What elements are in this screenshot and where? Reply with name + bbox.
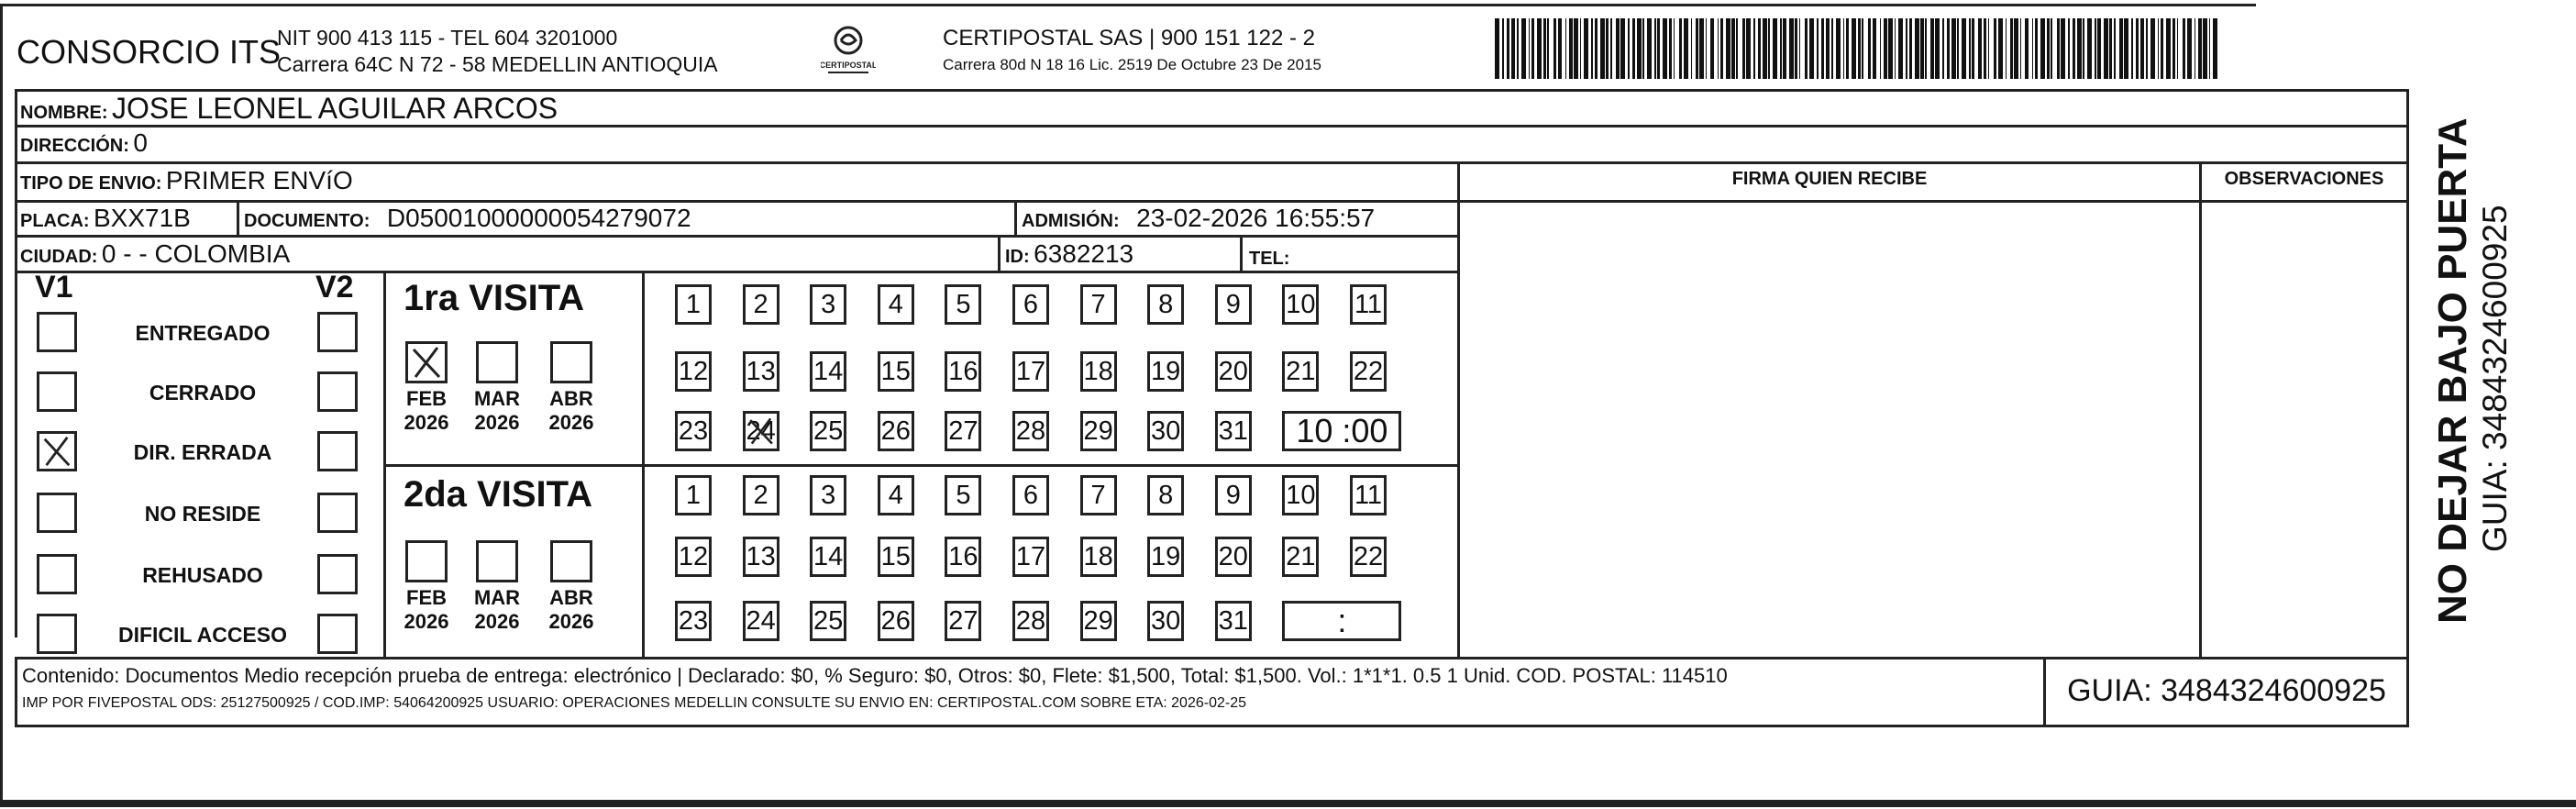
day-box[interactable] (1147, 351, 1184, 392)
day-number: 24 (746, 416, 776, 446)
svg-text:CERTIPOSTAL: CERTIPOSTAL (821, 61, 876, 70)
day-number: 20 (1218, 357, 1248, 386)
day-number: 16 (948, 542, 978, 571)
day-number: 19 (1151, 357, 1181, 386)
day-number: 9 (1225, 481, 1241, 510)
company-address: Carrera 64C N 72 - 58 MEDELLIN ANTIOQUIA (277, 52, 718, 76)
placa-value: BXX71B (94, 204, 191, 232)
day-number: 28 (1015, 416, 1046, 446)
day-box[interactable] (878, 601, 914, 641)
day-number: 21 (1286, 542, 1316, 571)
day-box[interactable] (810, 284, 846, 325)
day-number: 18 (1083, 357, 1113, 386)
day-box[interactable] (945, 351, 981, 392)
day-number: 3 (821, 290, 836, 319)
day-number: 6 (1023, 290, 1039, 319)
day-number: 30 (1151, 606, 1181, 636)
footer-top-line (15, 657, 2409, 659)
firma-left-line (1457, 161, 1460, 659)
firma-header: FIRMA QUIEN RECIBE (1731, 169, 1928, 189)
day-number: 29 (1083, 416, 1113, 446)
day-number: 12 (678, 357, 709, 386)
obs-left-line (2199, 161, 2202, 659)
tipo-envio-value: PRIMER ENVíO (165, 166, 353, 194)
side-guia: GUIA: 3484324600925 (2476, 205, 2514, 552)
day-box[interactable] (1012, 351, 1049, 392)
day-number: 26 (880, 606, 911, 636)
documento-row (244, 204, 691, 233)
day-number: 23 (678, 416, 709, 446)
day-box[interactable] (1215, 601, 1252, 641)
month-checkbox[interactable] (550, 540, 592, 582)
day-number: 4 (888, 481, 903, 510)
day-box[interactable] (675, 475, 712, 515)
day-box[interactable] (1147, 284, 1184, 325)
day-number: 22 (1353, 357, 1384, 386)
status-option-label: DIFICIL ACCESO (117, 623, 287, 647)
day-box[interactable] (878, 284, 914, 325)
contenido-text: Contenido: Documentos Medio recepción prueba de entrega: electrónico | Declarado: $0, % Seguro: $0, Otros: $0, Flete: $1,500, Total: $1,500. Vol.: 1*1*1. 0.5 1 Unid. COD. POSTAL: 114510 (22, 664, 1728, 687)
day-box[interactable] (1350, 351, 1387, 392)
left-edge-line (0, 4, 3, 802)
month-checkbox[interactable] (476, 341, 518, 383)
day-box[interactable] (1147, 475, 1184, 515)
day-box[interactable] (1147, 601, 1184, 641)
v2-checkbox[interactable] (317, 614, 358, 654)
day-number: 10 (1286, 290, 1316, 319)
footer-guia-divider (2043, 657, 2046, 726)
day-box[interactable] (743, 537, 779, 577)
day-number: 17 (1015, 542, 1046, 571)
day-box[interactable] (743, 601, 779, 641)
month-year: 2026 (548, 610, 594, 633)
company-nit: NIT 900 413 115 - TEL 604 3201000 (277, 26, 618, 50)
day-number: 10 (1286, 481, 1316, 510)
day-box[interactable] (810, 411, 846, 451)
day-number: 22 (1353, 542, 1384, 571)
day-box[interactable] (1215, 411, 1252, 451)
day-box[interactable] (945, 537, 981, 577)
status-option-label: REHUSADO (142, 563, 263, 587)
v1-checkbox[interactable] (37, 312, 77, 352)
status-option-label: NO RESIDE (144, 502, 261, 526)
v1-checkbox[interactable] (37, 554, 77, 594)
day-box[interactable] (810, 601, 846, 641)
v1-checkbox[interactable] (37, 493, 77, 533)
day-box[interactable] (945, 475, 981, 515)
company-name: CONSORCIO ITS (17, 33, 282, 71)
tipo-envio-row (20, 166, 353, 195)
day-number: 14 (813, 357, 844, 386)
day-box[interactable] (878, 351, 914, 392)
id-divider (998, 235, 1001, 272)
day-number: 31 (1218, 606, 1248, 636)
v1-checkbox[interactable] (37, 431, 77, 471)
admision-row (1022, 204, 1375, 233)
day-number: 27 (948, 606, 978, 636)
day-box[interactable] (1080, 601, 1117, 641)
imp-text: IMP POR FIVEPOSTAL ODS: 25127500925 / COD.IMP: 54064200925 USUARIO: OPERACIONES MEDELLIN CONSULTE SU ENVIO EN: CERTIPOSTAL.COM SOBRE ETA: 2026-02-25 (22, 695, 1246, 711)
visit-separator-line (383, 464, 1460, 467)
ciudad-label: CIUDAD: (20, 247, 98, 267)
direccion-value: 0 (133, 128, 148, 157)
day-number: 27 (948, 416, 978, 446)
day-number: 16 (948, 357, 978, 386)
day-number: 7 (1090, 290, 1106, 319)
tel-label: TEL: (1249, 249, 1290, 269)
day-box[interactable] (1350, 284, 1387, 325)
day-box[interactable] (878, 411, 914, 451)
day-number: 21 (1286, 357, 1316, 386)
status-option-label: DIR. ERRADA (133, 440, 272, 464)
documento-value: D05001000000054279072 (386, 204, 691, 232)
day-number: 6 (1023, 481, 1039, 510)
day-number: 17 (1015, 357, 1046, 386)
courier-address: Carrera 80d N 18 16 Lic. 2519 De Octubre 23 De 2015 (943, 56, 1321, 73)
ciudad-row (20, 239, 290, 269)
id-value: 6382213 (1034, 239, 1134, 268)
direccion-row (20, 128, 148, 158)
day-box[interactable] (945, 411, 981, 451)
day-box[interactable] (675, 284, 712, 325)
day-box[interactable] (1350, 537, 1387, 577)
day-number: 28 (1015, 606, 1046, 636)
day-number: 24 (746, 606, 776, 636)
day-box[interactable] (1012, 537, 1049, 577)
month-name: MAR (473, 586, 521, 609)
day-box[interactable] (1147, 411, 1184, 451)
footer-guia: GUIA: 3484324600925 (2067, 673, 2386, 708)
month-name: ABR (549, 586, 593, 609)
day-box[interactable] (1282, 351, 1319, 392)
day-number: 19 (1151, 542, 1181, 571)
day-box[interactable] (1012, 601, 1049, 641)
day-box[interactable] (810, 475, 846, 515)
day-number: 2 (753, 290, 768, 319)
day-number: 11 (1354, 290, 1383, 319)
v2-checkbox[interactable] (317, 431, 358, 471)
day-box[interactable] (743, 284, 779, 325)
day-number: 8 (1158, 290, 1174, 319)
day-number: 30 (1151, 416, 1181, 446)
month-year: 2026 (474, 610, 520, 633)
v1-checkbox[interactable] (37, 371, 77, 412)
day-number: 25 (813, 416, 844, 446)
day-number: 20 (1218, 542, 1248, 571)
day-box[interactable] (1282, 537, 1319, 577)
month-year: 2026 (474, 411, 520, 434)
v2-checkbox[interactable] (317, 554, 358, 594)
day-box[interactable] (1147, 537, 1184, 577)
admision-value: 23-02-2026 16:55:57 (1136, 204, 1376, 232)
v2-label: V2 (315, 270, 354, 305)
nombre-value: JOSE LEONEL AGUILAR ARCOS (112, 92, 558, 125)
day-box[interactable] (878, 537, 914, 577)
direccion-label: DIRECCIÓN: (20, 136, 129, 156)
day-number: 4 (888, 290, 903, 319)
month-checkbox[interactable] (476, 540, 518, 582)
row-line-4 (15, 235, 1460, 238)
day-box[interactable] (1215, 351, 1252, 392)
month-checkbox[interactable] (550, 341, 592, 383)
day-number: 9 (1225, 290, 1241, 319)
day-box[interactable] (1215, 475, 1252, 515)
documento-label: DOCUMENTO: (244, 211, 370, 231)
day-number: 18 (1083, 542, 1113, 571)
day-box[interactable] (1080, 475, 1117, 515)
day-number: 1 (685, 481, 702, 510)
bottom-edge-line (0, 800, 2576, 807)
day-number: 15 (880, 357, 911, 386)
table-left-line (15, 89, 17, 637)
day-box[interactable] (1215, 284, 1252, 325)
day-number: 25 (813, 606, 844, 636)
courier-name: CERTIPOSTAL SAS | 900 151 122 - 2 (943, 26, 1315, 50)
day-number: 29 (1083, 606, 1113, 636)
day-box[interactable] (1080, 351, 1117, 392)
day-number: 13 (746, 357, 776, 386)
admision-label: ADMISIÓN: (1022, 211, 1120, 231)
footer-left-line (15, 657, 17, 726)
tipo-envio-label: TIPO DE ENVIO: (20, 173, 162, 194)
status-option-label: ENTREGADO (135, 321, 271, 345)
observaciones-header: OBSERVACIONES (2224, 169, 2384, 189)
day-box[interactable] (675, 411, 712, 451)
tel-divider (1240, 235, 1243, 272)
month-checkbox[interactable] (405, 341, 448, 383)
v2-checkbox[interactable] (317, 371, 358, 412)
month-name: MAR (473, 387, 521, 410)
month-checkbox[interactable] (405, 540, 448, 582)
day-number: 12 (678, 542, 709, 571)
day-box[interactable] (675, 537, 712, 577)
v1-checkbox[interactable] (37, 614, 77, 654)
nombre-label: NOMBRE: (20, 103, 108, 123)
day-box[interactable] (1215, 537, 1252, 577)
day-number: 11 (1354, 481, 1383, 510)
id-label: ID: (1005, 247, 1030, 267)
day-box[interactable] (1080, 411, 1117, 451)
nombre-row (20, 92, 558, 126)
day-number: 2 (753, 481, 768, 510)
no-dejar-warning: NO DEJAR BAJO PUERTA (2430, 117, 2475, 624)
day-number: 31 (1218, 416, 1248, 446)
placa-label: PLACA: (20, 211, 90, 231)
month-year: 2026 (404, 411, 449, 434)
day-box[interactable] (743, 411, 779, 451)
day-box[interactable] (945, 601, 981, 641)
day-number: 23 (678, 606, 709, 636)
row-line-5 (15, 271, 1460, 273)
day-box[interactable] (1012, 284, 1049, 325)
admision-divider (1014, 200, 1017, 237)
day-number: 1 (685, 290, 702, 319)
month-name: FEB (406, 387, 447, 410)
month-year: 2026 (548, 411, 594, 434)
day-box[interactable] (878, 475, 914, 515)
certipostal-logo (821, 24, 876, 75)
day-box[interactable] (810, 537, 846, 577)
day-box[interactable] (1080, 537, 1117, 577)
placa-divider (237, 200, 239, 237)
day-box[interactable] (1282, 284, 1319, 325)
day-box[interactable] (1350, 475, 1387, 515)
month-year: 2026 (404, 610, 449, 633)
month-name: FEB (406, 586, 447, 609)
visit2-title: 2da VISITA (404, 474, 592, 515)
day-box[interactable] (945, 284, 981, 325)
day-number: 7 (1090, 481, 1106, 510)
day-box[interactable] (675, 351, 712, 392)
day-number: 14 (813, 542, 844, 571)
day-box[interactable] (675, 601, 712, 641)
time-box[interactable]: : (1282, 601, 1401, 641)
day-box[interactable] (743, 475, 779, 515)
visit1-title: 1ra VISITA (404, 278, 585, 318)
v1-label: V1 (35, 270, 73, 305)
day-number: 15 (880, 542, 911, 571)
day-box[interactable] (1080, 284, 1117, 325)
v2-checkbox[interactable] (317, 312, 358, 352)
month-name: ABR (549, 387, 593, 410)
day-box[interactable] (743, 351, 779, 392)
table-right-line (2406, 89, 2409, 726)
day-number: 26 (880, 416, 911, 446)
day-number: 5 (956, 481, 971, 510)
day-box[interactable] (810, 351, 846, 392)
tel-row (1249, 241, 1289, 271)
top-edge-line (0, 4, 2256, 6)
row-line-2 (15, 161, 2409, 164)
footer-bottom-line (15, 725, 2409, 727)
v2-checkbox[interactable] (317, 493, 358, 533)
day-box[interactable] (1282, 475, 1319, 515)
ciudad-value: 0 - - COLOMBIA (101, 239, 291, 268)
day-number: 5 (956, 290, 971, 319)
barcode (1495, 18, 2224, 79)
day-box[interactable] (1012, 411, 1049, 451)
day-number: 3 (821, 481, 836, 510)
status-option-label: CERRADO (149, 381, 257, 404)
time-box[interactable]: 10 :00 (1282, 411, 1401, 451)
placa-row (20, 204, 191, 233)
day-box[interactable] (1012, 475, 1049, 515)
id-row (1005, 239, 1133, 269)
day-number: 8 (1158, 481, 1174, 510)
row-line-3 (15, 200, 2409, 203)
day-number: 13 (746, 542, 776, 571)
